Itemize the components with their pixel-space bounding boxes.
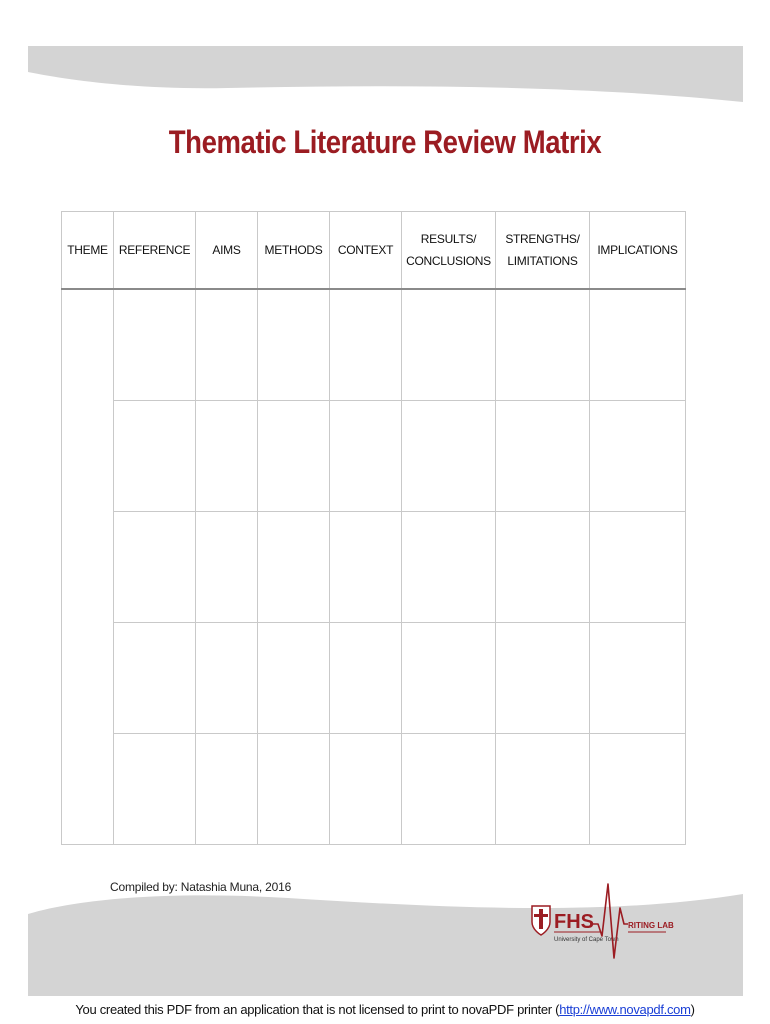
table-header-row: [62, 212, 686, 290]
column-header-text: REFERENCE: [118, 243, 191, 257]
matrix-cell-methods[interactable]: [258, 512, 330, 623]
matrix-cell-strengths[interactable]: [496, 623, 590, 734]
matrix-cell-strengths[interactable]: [496, 512, 590, 623]
column-header-text: METHODS: [264, 243, 323, 257]
column-header-methods: [258, 212, 330, 290]
column-header-text: IMPLICATIONS: [597, 243, 678, 257]
matrix-cell-strengths[interactable]: [496, 734, 590, 845]
novapdf-footer-notice: [0, 1002, 770, 1017]
fhs-shield-icon: [532, 906, 550, 935]
fhs-writing-lab-logo: [528, 878, 674, 970]
matrix-cell-results[interactable]: [402, 512, 496, 623]
column-header-text: CONCLUSIONS: [406, 254, 491, 268]
column-header-text: THEME: [67, 243, 108, 257]
review-matrix-table: [61, 211, 686, 845]
column-header-strengths: [496, 212, 590, 290]
matrix-cell-reference[interactable]: [114, 512, 196, 623]
matrix-cell-implications[interactable]: [590, 623, 686, 734]
table-row: [62, 512, 686, 623]
matrix-cell-methods[interactable]: [258, 289, 330, 401]
compiled-by-credit: Compiled by: Natashia Muna, 2016: [110, 880, 292, 894]
matrix-cell-implications[interactable]: [590, 734, 686, 845]
logo-tag-text: RITING LAB: [628, 921, 674, 930]
logo-main-text: FHS: [554, 911, 594, 933]
column-header-text: CONTEXT: [337, 243, 394, 257]
matrix-cell-implications[interactable]: [590, 289, 686, 401]
column-header-results: [402, 212, 496, 290]
matrix-cell-strengths[interactable]: [496, 401, 590, 512]
novapdf-link[interactable]: http://www.novapdf.com: [559, 1002, 691, 1017]
column-header-implications: [590, 212, 686, 290]
column-header-text: AIMS: [212, 243, 241, 257]
heartbeat-w-icon: [590, 884, 628, 958]
logo-sub-text: University of Cape Town: [554, 937, 619, 943]
table-row: [62, 734, 686, 845]
column-header-text: LIMITATIONS: [507, 254, 578, 268]
column-header-theme: [62, 212, 114, 290]
matrix-cell-context[interactable]: [330, 734, 402, 845]
matrix-cell-context[interactable]: [330, 623, 402, 734]
matrix-cell-aims[interactable]: [196, 734, 258, 845]
matrix-cell-results[interactable]: [402, 623, 496, 734]
matrix-cell-implications[interactable]: [590, 401, 686, 512]
column-header-context: [330, 212, 402, 290]
footer-text: You created this PDF from an application that is not licensed to print to novaPDF printer (: [75, 1002, 560, 1017]
matrix-cell-aims[interactable]: [196, 512, 258, 623]
matrix-cell-reference[interactable]: [114, 734, 196, 845]
matrix-cell-reference[interactable]: [114, 623, 196, 734]
page-title: Thematic Literature Review Matrix: [168, 124, 602, 160]
theme-cell[interactable]: [62, 289, 114, 845]
matrix-cell-implications[interactable]: [590, 512, 686, 623]
matrix-cell-methods[interactable]: [258, 734, 330, 845]
column-header-text: STRENGTHS/: [505, 232, 580, 246]
footer-close-paren: ): [690, 1002, 695, 1017]
table-row: [62, 401, 686, 512]
matrix-cell-context[interactable]: [330, 401, 402, 512]
table-row: [62, 289, 686, 401]
matrix-cell-aims[interactable]: [196, 401, 258, 512]
matrix-cell-strengths[interactable]: [496, 289, 590, 401]
matrix-cell-results[interactable]: [402, 734, 496, 845]
column-header-reference: [114, 212, 196, 290]
matrix-cell-aims[interactable]: [196, 623, 258, 734]
matrix-cell-methods[interactable]: [258, 401, 330, 512]
top-decorative-band: [28, 46, 743, 102]
matrix-cell-results[interactable]: [402, 289, 496, 401]
matrix-cell-methods[interactable]: [258, 623, 330, 734]
matrix-cell-context[interactable]: [330, 289, 402, 401]
table-row: [62, 623, 686, 734]
column-header-text: RESULTS/: [420, 232, 477, 246]
matrix-cell-reference[interactable]: [114, 289, 196, 401]
column-header-aims: [196, 212, 258, 290]
matrix-cell-results[interactable]: [402, 401, 496, 512]
matrix-cell-context[interactable]: [330, 512, 402, 623]
matrix-cell-aims[interactable]: [196, 289, 258, 401]
matrix-cell-reference[interactable]: [114, 401, 196, 512]
